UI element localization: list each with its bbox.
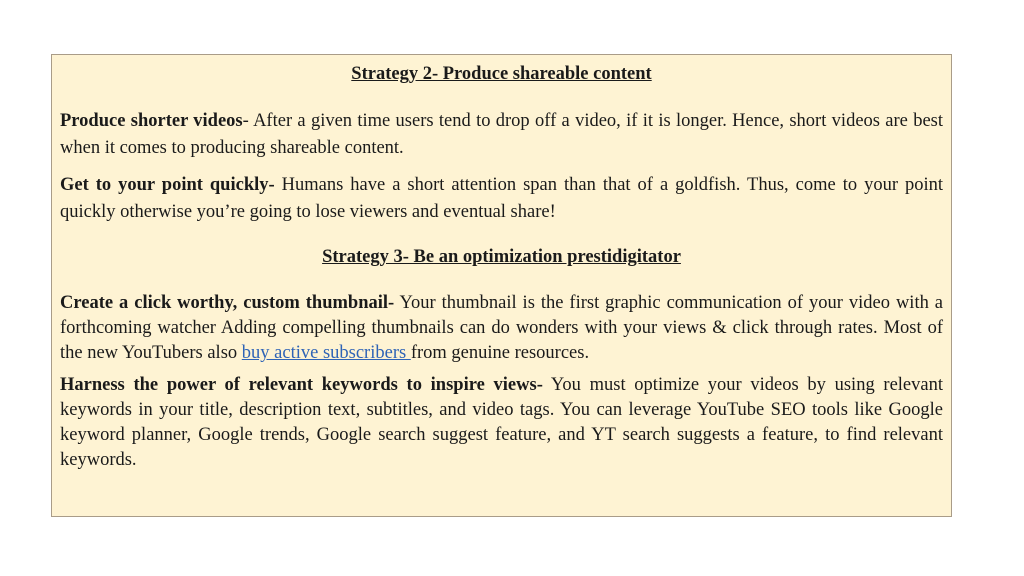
shorter-videos-lead: Produce shorter videos [60,111,243,131]
shorter-videos-paragraph [60,108,943,162]
thumbnail-paragraph [60,291,943,366]
keywords-text: You must optimize your videos by using relevant keywords in your title, description text, subtitles, and video tags. You can leverage YouTube SEO tools like Google keyword planner, Google trends, Google search suggest feature, and YT search suggests a feature, to find relevant keywords. [60,375,943,470]
thumbnail-text-end: from genuine resources. [410,343,590,363]
keywords-lead: Harness the power of relevant keywords to inspire views- [60,375,543,395]
point-quickly-text: Humans have a short attention span than that of a goldfish. Thus, come to your point quickly otherwise you’re going to lose viewers and eventual share! [60,175,943,222]
shorter-videos-text: - After a given time users tend to drop off a video, if it is longer. Hence, short videos are best when it comes to producing shareable content. [60,111,943,158]
buy-active-subscribers-link[interactable]: buy active subscribers [241,343,411,363]
content-box [51,54,952,517]
thumbnail-text: Your thumbnail is the first graphic communication of your video with a forthcoming watcher Adding compelling thumbnails can do wonders with your views & click through rates. Most of the new YouTubers also [60,293,943,363]
point-quickly-lead: Get to your point quickly- [60,175,275,195]
keywords-paragraph [60,373,943,473]
strategy-3-heading: Strategy 3- Be an optimization prestidigitator [322,247,681,267]
strategy-2-heading: Strategy 2- Produce shareable content [351,64,652,84]
thumbnail-lead: Create a click worthy, custom thumbnail- [60,293,395,313]
point-quickly-paragraph [60,172,943,226]
